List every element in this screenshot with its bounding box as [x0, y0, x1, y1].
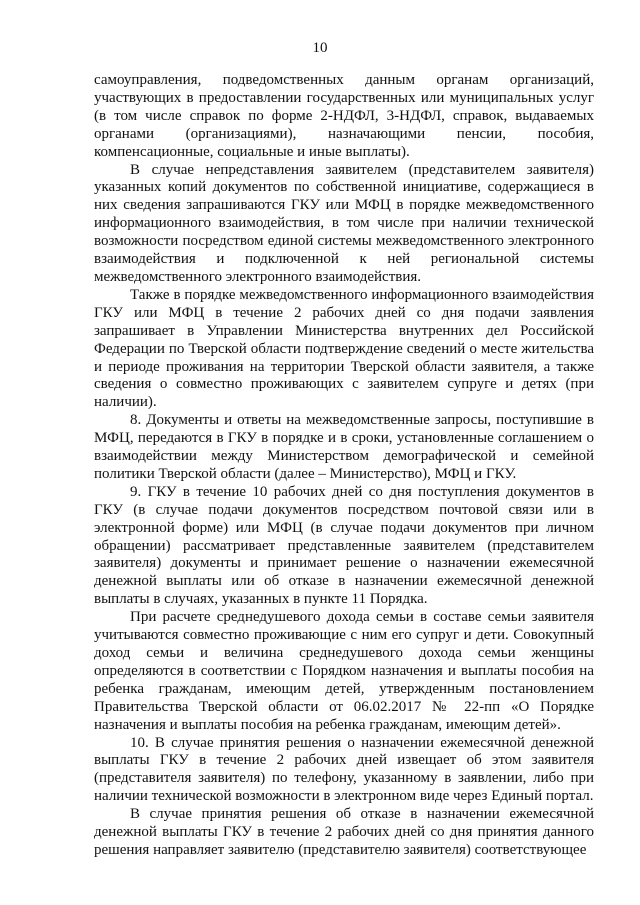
paragraph-item-9: 9. ГКУ в течение 10 рабочих дней со дня поступления документов в ГКУ (в случае подачи документов посредством почтовой связи или в электронной форме) или МФЦ (в случае подачи документов при личном обращении) рассматривает представленные заявителем (представителем заявителя) документы и принимает решение о назначении ежемесячной денежной выплаты или об отказе в назначении ежемесячной денежной выплаты в случаях, указанных в пункте 11 Порядка. — [94, 483, 594, 608]
paragraph-income-calculation: При расчете среднедушевого дохода семьи в составе семьи заявителя учитываются совместно проживающие с ним его супруг и дети. Совокупный доход семьи и величина среднедушевого дохода семьи женщины определяются в соответствии с Порядком назначения и выплаты пособия на ребенка гражданам, имеющим детей, утвержденным постановлением Правительства Тверской области от 06.02.2017 № 22-пп «О Порядке назначения и выплаты пособия на ребенка гражданам, имеющим детей». — [94, 609, 594, 733]
paragraph-interagency-request: Также в порядке межведомственного информационного взаимодействия ГКУ или МФЦ в течение 2 рабочих дней со дня подачи заявления запрашивает в Управлении Министерства внутренних дел Российской Федерации по Тверской области подтверждение сведений о месте жительства и периоде проживания на территории Тверской области заявителя, а также сведения о совместно проживающих с заявителем супруге и детях (при наличии). — [94, 286, 594, 411]
paragraph-item-8: 8. Документы и ответы на межведомственные запросы, поступившие в МФЦ, передаются в ГКУ в порядке и в сроки, установленные соглашением о взаимодействии между Министерством демографической и семейной политики Тверской области (далее – Министерство), МФЦ и ГКУ. — [94, 412, 594, 482]
paragraph-refusal: В случае принятия решения об отказе в назначении ежемесячной денежной выплаты ГКУ в течение 2 рабочих дней со дня принятия данного решения направляет заявителю (представителю заявителя) соответствующее — [94, 806, 594, 858]
paragraph-nonsubmission: В случае непредставления заявителем (представителем заявителя) указанных копий документов по собственной инициативе, содержащиеся в них сведения запрашиваются ГКУ или МФЦ в порядке межведомственного информационного взаимодействия, в том числе при наличии технической возможности посредством единой системы межведомственного электронного взаимодействия и подключенной к ней региональной системы межведомственного электронного взаимодействия. — [94, 161, 594, 285]
paragraph-continuation: самоуправления, подведомственных данным органам организаций, участвующих в предоставлении государственных или муниципальных услуг (в том числе справок по форме 2-НДФЛ, 3-НДФЛ, справок, выдаваемых органами (организациями), назначающими пенсии, пособия, компенсационные, социальные и иные выплаты). — [94, 72, 594, 160]
document-body — [94, 72, 594, 860]
paragraph-item-10: 10. В случае принятия решения о назначении ежемесячной денежной выплаты ГКУ в течение 2 рабочих дней извещает об этом заявителя (представителя заявителя) по телефону, указанному в заявлении, либо при наличии технической возможности в электронном виде через Единый портал. — [94, 734, 594, 805]
page-number: 10 — [312, 40, 328, 56]
